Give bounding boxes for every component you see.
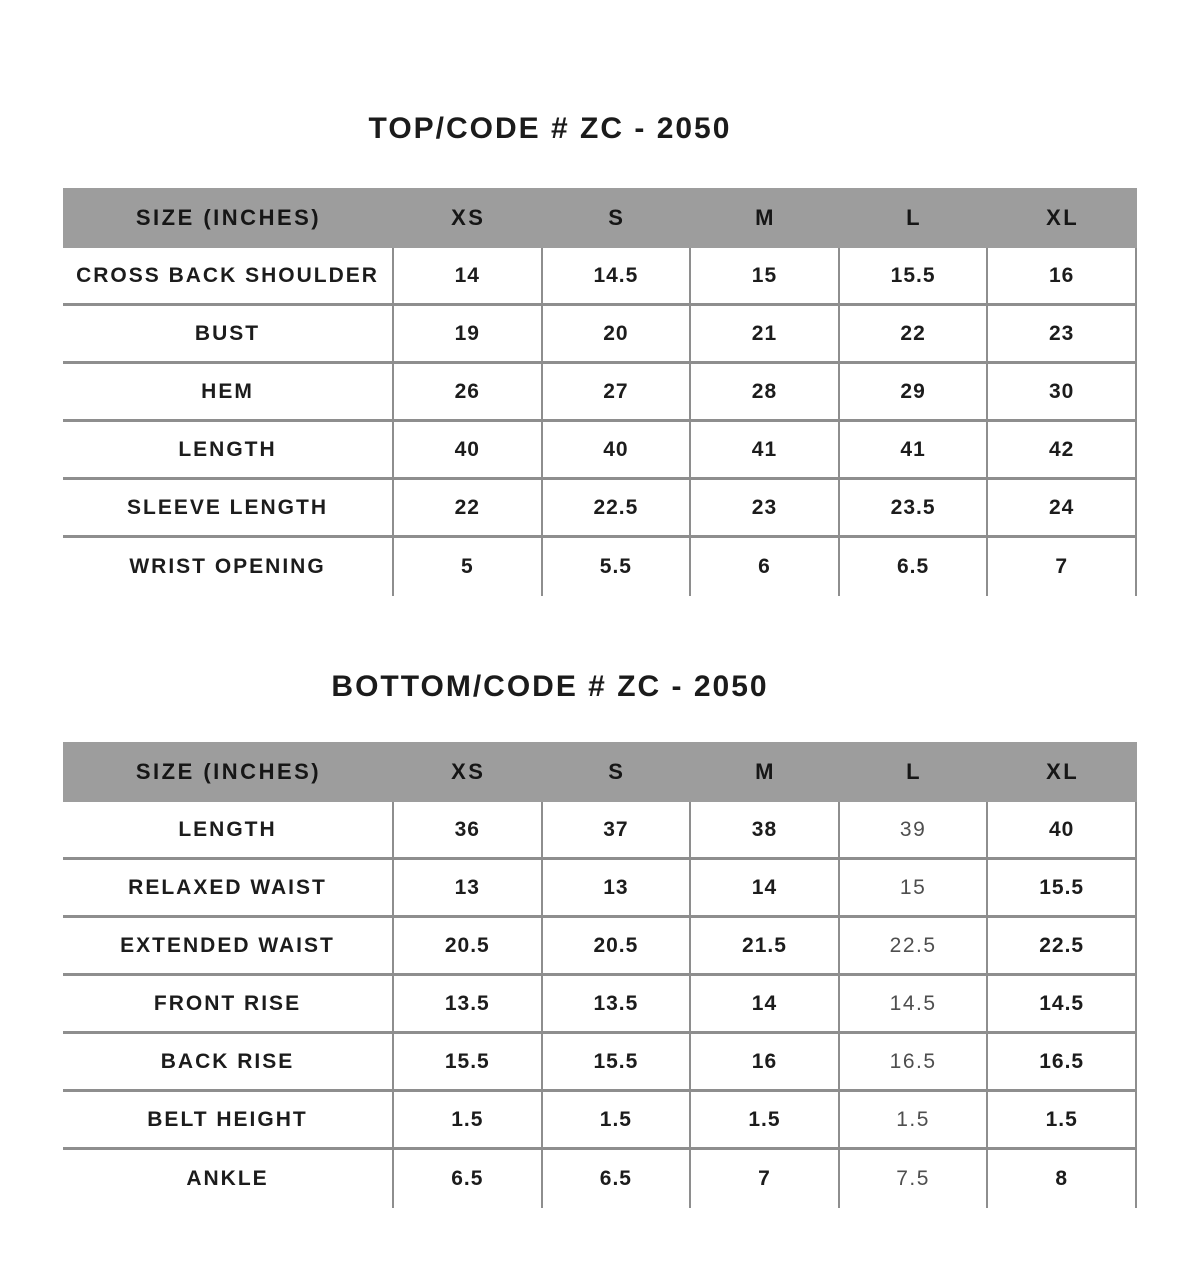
measurement-value-cell: 15 — [691, 248, 840, 303]
measurement-value-cell: 5 — [394, 538, 543, 596]
measurement-label-cell: FRONT RISE — [63, 976, 394, 1031]
measurement-value-cell: 29 — [840, 364, 989, 419]
measurement-label-cell: ANKLE — [63, 1150, 394, 1208]
measurement-value-cell: 40 — [988, 802, 1137, 857]
measurement-value-cell: 23 — [988, 306, 1137, 361]
size-header-cell-s: S — [608, 759, 626, 784]
measurement-value-cell: 1.5 — [988, 1092, 1137, 1147]
measurement-value-cell: 38 — [691, 802, 840, 857]
measurement-value-cell: 7.5 — [840, 1150, 989, 1208]
measurement-value-cell: 6 — [691, 538, 840, 596]
size-header-cell-l: L — [906, 205, 923, 230]
measurement-value-cell: 26 — [394, 364, 543, 419]
measurement-value-cell: 41 — [691, 422, 840, 477]
measurement-row — [63, 802, 1137, 860]
measurement-row — [63, 1034, 1137, 1092]
measurement-label-cell: EXTENDED WAIST — [63, 918, 394, 973]
measurement-value-cell: 5.5 — [543, 538, 692, 596]
measurement-label-cell: BUST — [63, 306, 394, 361]
measurement-row — [63, 248, 1137, 306]
measurement-value-cell: 22 — [840, 306, 989, 361]
measurement-label-cell: HEM — [63, 364, 394, 419]
measurement-value-cell: 40 — [394, 422, 543, 477]
measurement-value-cell: 7 — [988, 538, 1137, 596]
measurement-value-cell: 8 — [988, 1150, 1137, 1208]
measurement-value-cell: 15.5 — [394, 1034, 543, 1089]
size-header-cell-m: M — [755, 205, 776, 230]
top-size-chart-section — [63, 114, 1137, 596]
measurement-value-cell: 23 — [691, 480, 840, 535]
measurement-row — [63, 364, 1137, 422]
measurement-value-cell: 41 — [840, 422, 989, 477]
measurement-value-cell: 22.5 — [988, 918, 1137, 973]
measurement-value-cell: 22 — [394, 480, 543, 535]
measurement-value-cell: 1.5 — [543, 1092, 692, 1147]
measurement-value-cell: 15 — [840, 860, 989, 915]
measurement-value-cell: 16 — [691, 1034, 840, 1089]
size-header-cell-s: S — [608, 205, 626, 230]
measurement-value-cell: 20.5 — [543, 918, 692, 973]
measurement-value-cell: 6.5 — [543, 1150, 692, 1208]
size-header-cell-xl: XL — [1046, 205, 1080, 230]
measurement-label-cell: WRIST OPENING — [63, 538, 394, 596]
measurement-value-cell: 16 — [988, 248, 1137, 303]
measurement-value-cell: 27 — [543, 364, 692, 419]
measurement-value-cell: 21 — [691, 306, 840, 361]
measurement-value-cell: 13 — [543, 860, 692, 915]
measurement-value-cell: 20 — [543, 306, 692, 361]
size-header-cell-xs: XS — [451, 205, 486, 230]
bottom-size-chart-section — [63, 672, 1137, 1208]
size-inches-header-cell: SIZE (INCHES) — [135, 205, 322, 230]
size-inches-header-cell: SIZE (INCHES) — [135, 759, 322, 784]
measurement-value-cell: 19 — [394, 306, 543, 361]
measurement-value-cell: 37 — [543, 802, 692, 857]
measurement-label-cell: CROSS BACK SHOULDER — [63, 248, 394, 303]
size-header-cell-m: M — [755, 759, 776, 784]
measurement-value-cell: 7 — [691, 1150, 840, 1208]
measurement-value-cell: 22.5 — [840, 918, 989, 973]
measurement-row — [63, 480, 1137, 538]
measurement-row — [63, 918, 1137, 976]
measurement-value-cell: 15.5 — [543, 1034, 692, 1089]
measurement-label-cell: BACK RISE — [63, 1034, 394, 1089]
measurement-value-cell: 1.5 — [840, 1092, 989, 1147]
size-header-cell-xl: XL — [1046, 759, 1080, 784]
measurement-label-cell: SLEEVE LENGTH — [63, 480, 394, 535]
table-header-row — [63, 188, 1137, 248]
measurement-value-cell: 39 — [840, 802, 989, 857]
measurement-row — [63, 860, 1137, 918]
measurement-value-cell: 28 — [691, 364, 840, 419]
measurement-label-cell: RELAXED WAIST — [63, 860, 394, 915]
measurement-label-cell: BELT HEIGHT — [63, 1092, 394, 1147]
size-header-cell-xs: XS — [451, 759, 486, 784]
measurement-value-cell: 15.5 — [988, 860, 1137, 915]
measurement-value-cell: 16.5 — [988, 1034, 1137, 1089]
measurement-value-cell: 1.5 — [394, 1092, 543, 1147]
measurement-value-cell: 16.5 — [840, 1034, 989, 1089]
measurement-value-cell: 15.5 — [840, 248, 989, 303]
measurement-label-cell: LENGTH — [63, 802, 394, 857]
measurement-value-cell: 14 — [691, 860, 840, 915]
measurement-value-cell: 6.5 — [394, 1150, 543, 1208]
measurement-value-cell: 23.5 — [840, 480, 989, 535]
measurement-row — [63, 538, 1137, 596]
measurement-value-cell: 13.5 — [394, 976, 543, 1031]
measurement-value-cell: 21.5 — [691, 918, 840, 973]
size-header-cell-l: L — [906, 759, 923, 784]
measurement-value-cell: 30 — [988, 364, 1137, 419]
measurement-row — [63, 976, 1137, 1034]
measurement-row — [63, 1150, 1137, 1208]
measurement-value-cell: 14 — [691, 976, 840, 1031]
measurement-value-cell: 13.5 — [543, 976, 692, 1031]
measurement-value-cell: 20.5 — [394, 918, 543, 973]
measurement-row — [63, 422, 1137, 480]
measurement-value-cell: 40 — [543, 422, 692, 477]
measurement-value-cell: 6.5 — [840, 538, 989, 596]
top-chart-title: TOP/CODE # ZC - 2050 — [368, 112, 732, 145]
measurement-value-cell: 14.5 — [840, 976, 989, 1031]
measurement-label-cell: LENGTH — [63, 422, 394, 477]
measurement-value-cell: 14.5 — [988, 976, 1137, 1031]
measurement-row — [63, 1092, 1137, 1150]
measurement-value-cell: 42 — [988, 422, 1137, 477]
top-size-table — [63, 188, 1137, 596]
bottom-chart-title: BOTTOM/CODE # ZC - 2050 — [331, 670, 769, 703]
measurement-value-cell: 13 — [394, 860, 543, 915]
measurement-value-cell: 36 — [394, 802, 543, 857]
measurement-value-cell: 1.5 — [691, 1092, 840, 1147]
measurement-row — [63, 306, 1137, 364]
measurement-value-cell: 14 — [394, 248, 543, 303]
measurement-value-cell: 24 — [988, 480, 1137, 535]
bottom-size-table — [63, 742, 1137, 1208]
measurement-value-cell: 22.5 — [543, 480, 692, 535]
measurement-value-cell: 14.5 — [543, 248, 692, 303]
table-header-row — [63, 742, 1137, 802]
